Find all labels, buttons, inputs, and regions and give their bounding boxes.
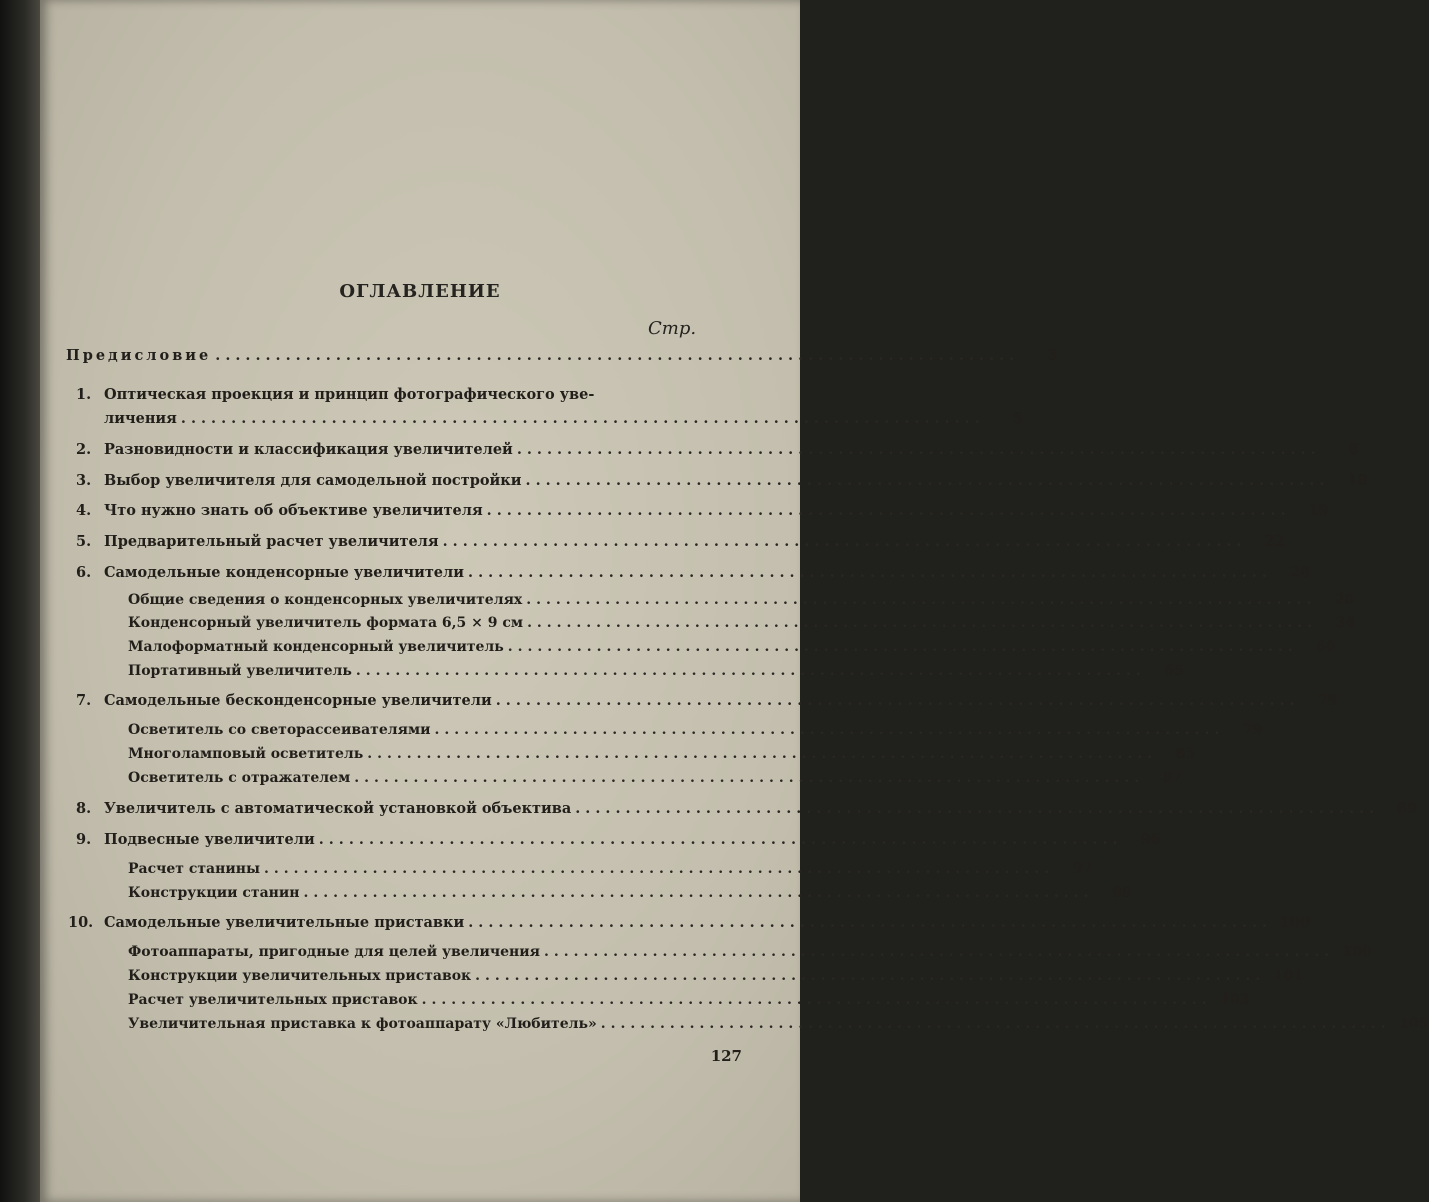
toc-entry <box>76 500 1329 522</box>
toc-entry-page: 60 <box>1316 639 1336 655</box>
toc-entry <box>128 965 1304 987</box>
toc-entry-page: 105 <box>1399 1016 1429 1032</box>
toc-entry-title: Общие сведения о конденсорных увеличителях <box>128 592 523 608</box>
toc-entry <box>128 612 1355 634</box>
dot-leader: ................................................................................ <box>468 564 1272 581</box>
toc-entry <box>76 384 704 406</box>
toc-entry-title: Разновидности и классификация увеличителей <box>104 441 513 458</box>
toc-entry <box>66 345 1058 367</box>
page-column-label: Стр. <box>648 318 697 339</box>
toc-entry-page: 34 <box>1335 615 1355 631</box>
toc-entry-page: 97 <box>1072 861 1092 877</box>
toc-entry-title: Фотоаппараты, пригодные для целей увеличения <box>128 944 541 960</box>
toc-entry-title: Расчет увеличительных приставок <box>128 992 418 1008</box>
toc-entry <box>76 470 1368 492</box>
toc-entry-title: Самодельные конденсорные увеличители <box>104 564 465 581</box>
toc-entry <box>128 1013 1429 1035</box>
dot-leader: ................................................................................ <box>527 615 1317 631</box>
dot-leader: ................................................................................ <box>442 533 1247 550</box>
toc-entry-number: 7. <box>76 692 92 709</box>
toc-entry-number: 1. <box>76 386 92 403</box>
dot-leader: ................................................................................ <box>516 441 1321 458</box>
toc-entry-title: Расчет станины <box>128 861 261 877</box>
toc-entry <box>76 562 1310 584</box>
toc-entry-title: Оптическая проекция и принцип фотографического уве- <box>104 386 595 403</box>
toc-entry-title: Предварительный расчет увеличителя <box>104 533 439 550</box>
dot-leader: ................................................................................ <box>215 347 1020 364</box>
toc-entry-number: 6. <box>76 564 92 581</box>
toc-entry-page: 79 <box>1242 722 1263 738</box>
toc-entry-number: 2. <box>76 441 92 458</box>
toc-entry-page: 18 <box>1347 472 1368 489</box>
toc-entry-title: Что нужно знать об объективе увеличителя <box>104 502 483 519</box>
table-of-contents <box>40 0 1429 1202</box>
toc-entry <box>76 690 1338 712</box>
dot-leader: ................................................................................ <box>421 992 1212 1008</box>
dot-leader: ................................................................................ <box>507 639 1298 655</box>
toc-entry-title: Осветитель с отражателем <box>128 770 351 786</box>
toc-entry-page: 85 <box>1175 746 1196 762</box>
toc-entry-page: 65 <box>1164 663 1184 679</box>
toc-entry-title: Предисловие <box>66 347 212 364</box>
toc-entry-title: Конструкции станин <box>128 885 300 901</box>
dot-leader: ................................................................................ <box>600 1016 1391 1032</box>
book-spine-shadow <box>0 0 40 1202</box>
toc-entry-page: 19 <box>1308 502 1329 519</box>
toc-entry-page: 79 <box>1317 692 1338 709</box>
dot-leader: ................................................................................ <box>318 831 1123 848</box>
toc-entry <box>76 439 1359 461</box>
toc-entry-continuation <box>104 408 1023 430</box>
book-page <box>40 0 1429 1202</box>
toc-entry <box>128 660 1184 682</box>
toc-entry-title: Портативный увеличитель <box>128 663 352 679</box>
toc-entry <box>128 767 1183 789</box>
toc-entry-title: Выбор увеличителя для самодельной постройки <box>104 472 522 489</box>
toc-entry-title: Увеличитель с автоматической установкой объектива <box>104 800 572 817</box>
dot-leader: ................................................................................ <box>495 692 1300 709</box>
toc-entry-page: 28 <box>1289 564 1310 581</box>
toc-entry-page: 22 <box>1264 533 1285 550</box>
dot-leader: ................................................................................ <box>180 410 985 427</box>
toc-entry <box>128 743 1196 765</box>
toc-entry-title: Многоламповый осветитель <box>128 746 364 762</box>
dot-leader: ................................................................................ <box>354 770 1145 786</box>
dot-leader: ................................................................................ <box>526 592 1317 608</box>
toc-entry-title-continued: личения <box>104 410 177 427</box>
toc-heading: ОГЛАВЛЕНИЕ <box>339 281 501 302</box>
toc-entry-number: 9. <box>76 831 92 848</box>
toc-entry-title: Самодельные увеличительные приставки <box>104 914 465 931</box>
toc-entry-title: Конструкции увеличительных приставок <box>128 968 472 984</box>
toc-entry-title: Подвесные увеличители <box>104 831 315 848</box>
toc-entry-page: 89 <box>1396 800 1418 817</box>
dot-leader: ................................................................................ <box>355 663 1146 679</box>
toc-entry-page: 8 <box>1348 441 1359 458</box>
toc-entry <box>76 531 1285 553</box>
toc-entry-page: 100 <box>1342 944 1372 960</box>
toc-entry-page: 100 <box>1279 914 1311 931</box>
toc-entry-page: 98 <box>1111 885 1132 901</box>
toc-entry <box>128 858 1092 880</box>
toc-entry <box>76 798 1418 820</box>
toc-entry-page: 3 <box>1047 347 1058 364</box>
toc-entry <box>128 636 1336 658</box>
toc-entry-title: Малоформатный конденсорный увеличитель <box>128 639 504 655</box>
dot-leader: ................................................................................ <box>575 800 1380 817</box>
toc-entry-page: 5 <box>1012 410 1023 427</box>
toc-entry-number: 3. <box>76 472 92 489</box>
toc-entry-title: Конденсорный увеличитель формата 6,5 × 9 см <box>128 615 524 631</box>
toc-entry <box>76 829 1161 851</box>
toc-entry-number: 5. <box>76 533 92 550</box>
toc-entry-number: 8. <box>76 800 92 817</box>
dot-leader: ................................................................................ <box>367 746 1158 762</box>
dot-leader: ................................................................................ <box>525 472 1330 489</box>
toc-entry-page: 103 <box>1220 992 1250 1008</box>
toc-entry-number: 10. <box>68 914 94 931</box>
dot-leader: ................................................................................ <box>303 885 1094 901</box>
toc-entry <box>128 589 1355 611</box>
toc-entry-title: Самодельные бесконденсорные увеличители <box>104 692 492 709</box>
dot-leader: ................................................................................ <box>264 861 1054 877</box>
toc-entry-page: 87 <box>1162 770 1183 786</box>
toc-entry-page: 28 <box>1334 592 1355 608</box>
toc-entry-page: 101 <box>1273 968 1304 984</box>
toc-entry <box>128 882 1132 904</box>
dot-leader: ................................................................................ <box>544 944 1334 960</box>
dot-leader: ................................................................................ <box>486 502 1291 519</box>
dot-leader: ................................................................................ <box>475 968 1266 984</box>
toc-entry-title: Осветитель со светорассеивателями <box>128 722 431 738</box>
toc-entry <box>68 912 1311 934</box>
toc-entry-number: 4. <box>76 502 92 519</box>
dot-leader: ................................................................................ <box>434 722 1225 738</box>
toc-entry <box>128 989 1250 1011</box>
toc-entry-page: 96 <box>1140 831 1161 848</box>
end-page-number: 127 <box>710 1047 742 1065</box>
toc-entry <box>128 719 1263 741</box>
toc-entry-title: Увеличительная приставка к фотоаппарату «Любитель» <box>128 1016 597 1032</box>
dot-leader: ................................................................................ <box>468 914 1273 931</box>
toc-entry <box>128 941 1372 963</box>
